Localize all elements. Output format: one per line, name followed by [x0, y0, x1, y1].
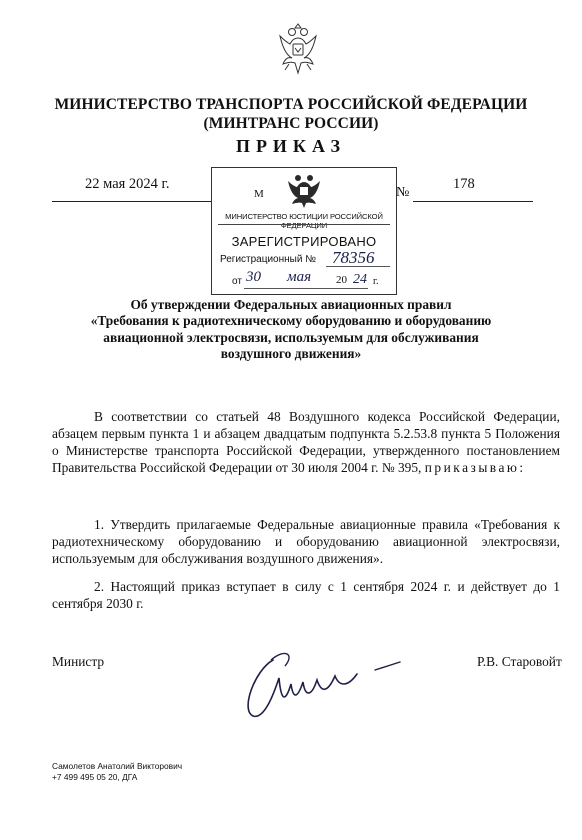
executor-name: Самолетов Анатолий Викторович: [52, 761, 183, 771]
number-underline: [413, 201, 533, 202]
clause-2: 2. Настоящий приказ вступает в силу с 1 сентября 2024 г. и действует до 1 сентября 2030 г.: [52, 579, 560, 611]
stamp-year-prefix: 20: [336, 274, 347, 286]
ministry-abbrev: (МИНТРАНС РОССИИ): [203, 115, 379, 132]
stamp-m-label: М: [254, 188, 264, 200]
signer-position: Министр: [52, 654, 105, 669]
preamble-paragraph: [52, 408, 560, 476]
title-line-2: «Требования к радиотехническому оборудованию и оборудованию: [90, 313, 492, 329]
registration-stamp: [211, 167, 397, 295]
stamp-from-month: мая: [287, 269, 312, 285]
ministry-name: МИНИСТЕРСТВО ТРАНСПОРТА РОССИЙСКОЙ ФЕДЕРАЦИИ: [54, 96, 528, 113]
order-verb: приказываю:: [424, 460, 526, 475]
stamp-divider: [218, 224, 390, 225]
ministry-header: [0, 95, 582, 133]
signer-name: Р.В. Старовойт: [477, 654, 562, 669]
stamp-eagle-icon: [286, 171, 322, 209]
order-number: 178: [453, 176, 475, 192]
title-line-1: Об утверждении Федеральных авиационных правил: [130, 297, 452, 312]
title-line-3: авиационной электросвязи, используемым для обслуживания: [103, 329, 479, 345]
order-date: 22 мая 2024 г.: [85, 176, 170, 192]
preamble-text: В соответствии со статьей 48 Воздушного кодекса Российской Федерации, абзацем первым пункта 1 и абзацем двадцатым подпункта 5.2.53.8 пункта 5 Положения о Министерстве транспорта Российской Федерации, утвержденного постановлением Правительства Российской Федерации от 30 июля 2004 г. № 395,: [52, 409, 560, 475]
stamp-from-label: от: [232, 276, 242, 287]
clause-1: 1. Утвердить прилагаемые Федеральные авиационные правила «Требования к радиотехническому оборудованию и оборудованию авиационной электросвязи, используемым для обслуживания воздушного движения».: [52, 517, 560, 566]
number-sign: №: [396, 185, 410, 200]
stamp-ministry-justice: МИНИСТЕРСТВО ЮСТИЦИИ РОССИЙСКОЙ ФЕДЕРАЦИИ: [225, 212, 383, 230]
stamp-date-underline: [244, 288, 368, 289]
date-underline: [52, 201, 212, 202]
stamp-registered-label: ЗАРЕГИСТРИРОВАНО: [231, 234, 377, 249]
stamp-reg-number-value: 78356: [332, 248, 375, 267]
stamp-reg-underline: [326, 266, 390, 267]
executor-contact: +7 499 495 05 20, ДГА: [52, 772, 138, 782]
stamp-year-g: г.: [373, 276, 379, 287]
stamp-year-suffix: 24: [353, 272, 367, 287]
stamp-reg-number-label: Регистрационный №: [220, 254, 316, 265]
document-type: ПРИКАЗ: [235, 136, 347, 156]
executor-info: [52, 761, 182, 783]
title-line-4: воздушного движения»: [220, 346, 362, 362]
stamp-from-day: 30: [246, 269, 261, 285]
handwritten-signature-icon: [235, 640, 405, 720]
coat-of-arms-emblem-icon: [277, 20, 319, 78]
order-title: [70, 297, 512, 363]
